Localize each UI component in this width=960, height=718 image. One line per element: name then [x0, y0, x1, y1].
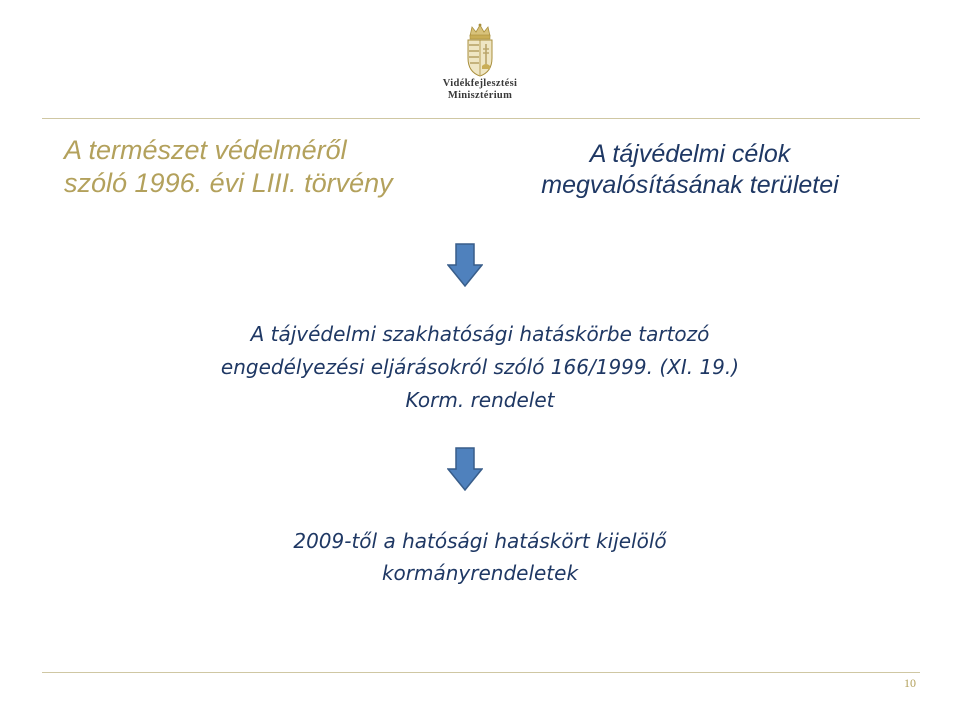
goals-title-line2: megvalósításának területei [541, 171, 839, 199]
page-number: 10 [904, 676, 916, 690]
footer-divider [42, 672, 920, 673]
law-title [64, 134, 424, 200]
header-divider [42, 118, 920, 119]
logo-text-line1: Vidékfejlesztési [442, 78, 518, 89]
logo-text-line2: Minisztérium [447, 90, 513, 101]
decree-text: A tájvédelmi szakhatósági hatáskörbe tartozó engedélyezési eljárásokról szóló 166/1999. (XI. 19.) Korm. rendelet [220, 322, 740, 412]
law-title-line1: A természet védelméről [64, 135, 347, 165]
ministry-logo [428, 22, 532, 102]
hungarian-coat-of-arms-icon [463, 22, 497, 78]
goals-title [470, 139, 910, 201]
government-decrees-line1: 2009-től a hatósági hatáskört kijelölő [293, 529, 667, 553]
down-arrow-icon [447, 243, 483, 287]
down-arrow-icon [447, 447, 483, 491]
government-decrees-text [220, 525, 740, 589]
law-title-line2: szóló 1996. évi LIII. törvény [64, 168, 393, 198]
government-decrees-line2: kormányrendeletek [381, 561, 579, 585]
goals-title-line1: A tájvédelmi célok [589, 140, 791, 168]
